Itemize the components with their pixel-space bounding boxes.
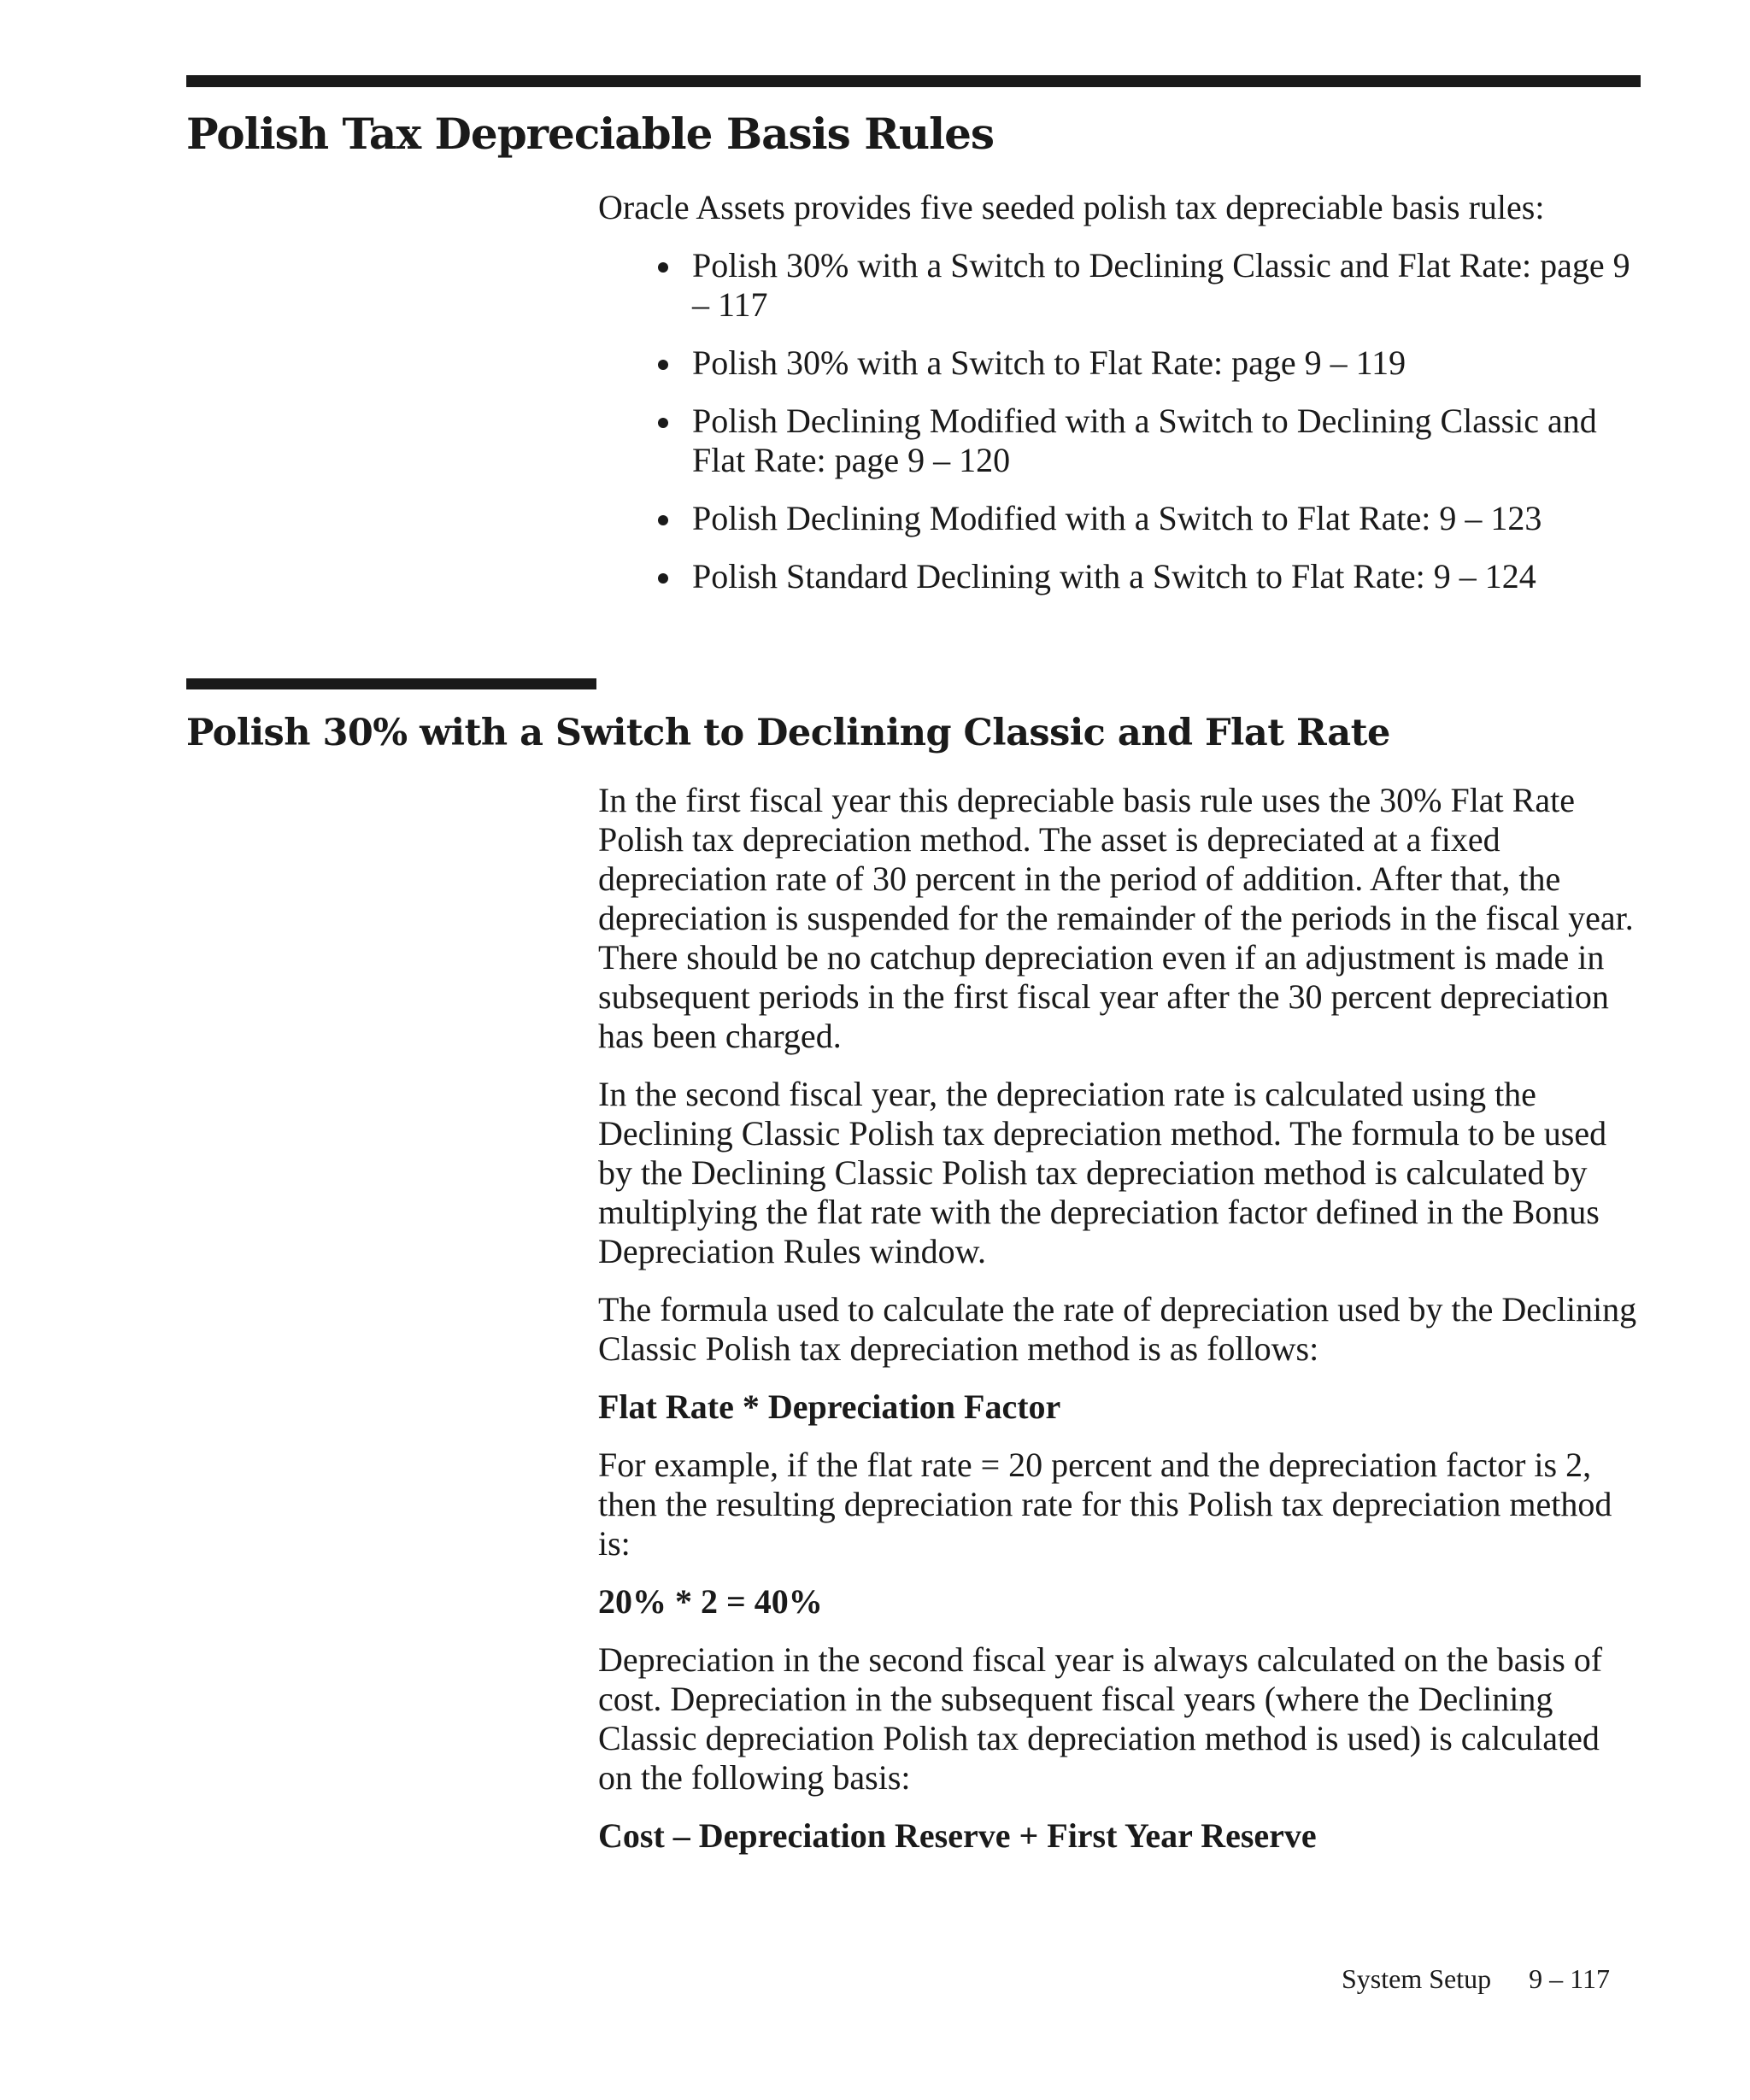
list-item [598, 557, 1641, 596]
paragraph-second-fiscal-year: In the second fiscal year, the depreciation rate is calculated using the Declining Classic Polish tax depreciation method. The formula to be used by the Declining Classic Polish tax depreciation method is calculated by multiplying the flat rate with the depreciation factor defined in the Bonus Depreciation Rules window. [598, 1075, 1607, 1270]
rules-list [598, 246, 1641, 596]
list-item [598, 246, 1641, 325]
paragraph-basis: Depreciation in the second fiscal year is always calculated on the basis of cost. Depreciation in the subsequent fiscal years (where the Declining Classic depreciation Polish tax depreciation method is used) is calculated on the following basis: [598, 1640, 1603, 1797]
rule-link[interactable]: Polish 30% with a Switch to Flat Rate: page 9 – 119 [692, 343, 1406, 382]
bullet-icon [658, 515, 668, 525]
section-1-body [598, 188, 1641, 615]
rule-link[interactable]: Polish Standard Declining with a Switch to Flat Rate: 9 – 124 [692, 557, 1536, 595]
section-title-polish-30-switch: Polish 30% with a Switch to Declining Classic and Flat Rate [186, 712, 1390, 754]
page-footer [1342, 1962, 1610, 1996]
top-rule [186, 75, 1641, 87]
formula-example: 20% * 2 = 40% [598, 1582, 823, 1621]
rule-link[interactable]: Polish Declining Modified with a Switch to Declining Classic and Flat Rate: page 9 – 120 [692, 402, 1597, 479]
bullet-icon [658, 262, 668, 273]
paragraph-first-fiscal-year: In the first fiscal year this depreciable basis rule uses the 30% Flat Rate Polish tax depreciation method. The asset is depreciated at a fixed depreciation rate of 30 percent in the period of addition. After that, the depreciation is suspended for the remainder of the periods in the fiscal year. There should be no catchup depreciation even if an adjustment is made in subsequent periods in the first fiscal year after the 30 percent depreciation has been charged. [598, 781, 1634, 1055]
list-item [598, 499, 1641, 538]
list-item [598, 343, 1641, 383]
section-rule [186, 678, 596, 689]
section-2-body [598, 781, 1641, 1874]
formula-flat-rate: Flat Rate * Depreciation Factor [598, 1387, 1061, 1426]
paragraph-formula-intro: The formula used to calculate the rate of depreciation used by the Declining Classic Polish tax depreciation method is as follows: [598, 1290, 1637, 1368]
paragraph-example: For example, if the flat rate = 20 percent and the depreciation factor is 2, then the resulting depreciation rate for this Polish tax depreciation method is: [598, 1446, 1612, 1563]
intro-paragraph: Oracle Assets provides five seeded polish tax depreciable basis rules: [598, 188, 1545, 226]
formula-basis: Cost – Depreciation Reserve + First Year Reserve [598, 1816, 1317, 1855]
section-title-depreciable-basis-rules: Polish Tax Depreciable Basis Rules [186, 109, 995, 159]
bullet-icon [658, 573, 668, 584]
bullet-icon [658, 360, 668, 370]
footer-page-number: 9 – 117 [1529, 1963, 1610, 1994]
rule-link[interactable]: Polish Declining Modified with a Switch to Flat Rate: 9 – 123 [692, 499, 1542, 537]
footer-section: System Setup [1342, 1963, 1492, 1994]
list-item [598, 402, 1641, 480]
bullet-icon [658, 418, 668, 428]
rule-link[interactable]: Polish 30% with a Switch to Declining Classic and Flat Rate: page 9 – 117 [692, 246, 1630, 324]
